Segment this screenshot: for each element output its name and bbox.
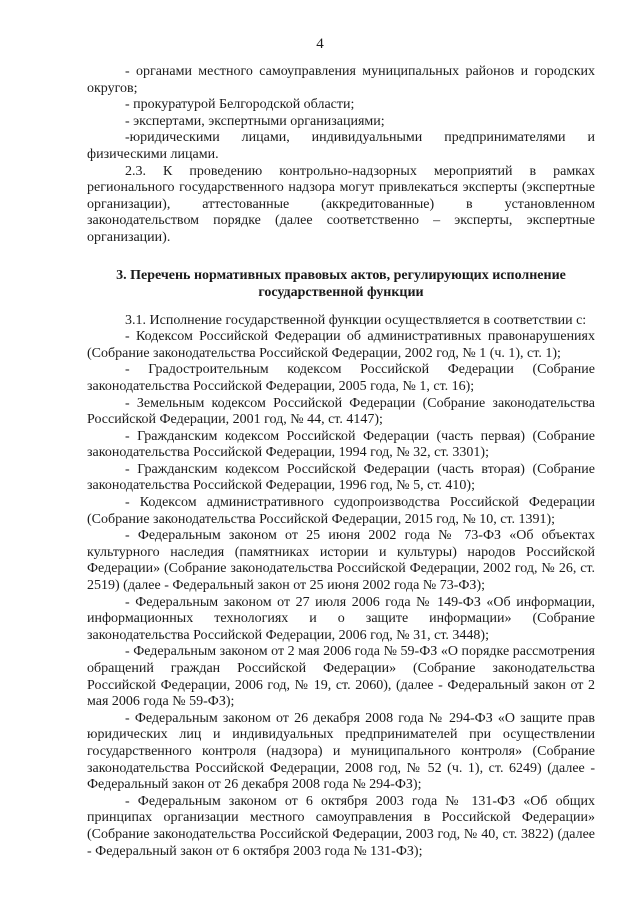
paragraph: - органами местного самоуправления муниципальных районов и городских округов;: [87, 64, 595, 96]
section-heading: 3. Перечень нормативных правовых актов, регулирующих исполнение государственной функции: [116, 267, 566, 300]
document-body: [87, 64, 595, 860]
list-item: - Федеральным законом от 6 октября 2003 года № 131-ФЗ «Об общих принципах организации местного самоуправления в Российской Федерации» (Собрание законодательства Российской Федерации, 2003 год, № 40, ст. 3822) (далее - Федеральный закон от 6 октября 2003 года № 131-ФЗ);: [87, 793, 595, 859]
page-number: 4: [316, 36, 324, 52]
list-item: - Гражданским кодексом Российской Федерации (часть первая) (Собрание законодательства Российской Федерации, 1994 год, № 32, ст. 3301);: [87, 428, 595, 461]
list-item: - Гражданским кодексом Российской Федерации (часть вторая) (Собрание законодательства Российской Федерации, 1996 год, № 5, ст. 410);: [87, 461, 595, 494]
paragraph: -юридическими лицами, индивидуальными предпринимателями и физическими лицами.: [87, 130, 595, 162]
list-item: - Федеральным законом от 26 декабря 2008 года № 294-ФЗ «О защите прав юридических лиц и индивидуальных предпринимателей при осуществлении государственного контроля (надзора) и муниципального контроля» (Собрание законодательства Российской Федерации, 2008 год, № 52 (ч. 1), ст. 6249) (далее - Федеральный закон от 26 декабря 2008 года № 294-ФЗ);: [87, 710, 595, 793]
list-item: - Кодексом Российской Федерации об административных правонарушениях (Собрание законодательства Российской Федерации, 2002 год, № 1 (ч. 1), ст. 1);: [87, 329, 595, 361]
list-item: - Федеральным законом от 27 июля 2006 года № 149-ФЗ «Об информации, информационных технологиях и о защите информации» (Собрание законодательства Российской Федерации, 2006 год, № 31, ст. 3448);: [87, 594, 595, 643]
list-item: - Федеральным законом от 25 июня 2002 года № 73-ФЗ «Об объектах культурного наследия (памятниках истории и культуры) народов Российской Федерации» (Собрание законодательства Российской Федерации, 2002 год, № 26, ст. 2519) (далее - Федеральный закон от 25 июня 2002 года № 73-ФЗ);: [87, 528, 595, 594]
paragraph: 2.3. К проведению контрольно-надзорных мероприятий в рамках регионального государственного надзора могут привлекаться эксперты (экспертные организации), аттестованные (аккредитованные) в установленном законодательством порядке (далее соответственно – эксперты, экспертные организации).: [87, 163, 595, 245]
paragraph: - прокуратурой Белгородской области;: [125, 97, 355, 113]
list-item: - Кодексом административного судопроизводства Российской Федерации (Собрание законодательства Российской Федерации, 2015 год, № 10, ст. 1391);: [87, 495, 595, 527]
list-item: - Федеральным законом от 2 мая 2006 года № 59-ФЗ «О порядке рассмотрения обращений граждан Российской Федерации» (Собрание законодательства Российской Федерации, 2006 год, № 19, ст. 2060), (далее - Федеральный закон от 2 мая 2006 года № 59-ФЗ);: [87, 644, 595, 710]
paragraph: 3.1. Исполнение государственной функции осуществляется в соответствии с:: [125, 312, 587, 328]
paragraph: - экспертами, экспертными организациями;: [125, 113, 385, 129]
list-item: - Градостроительным кодексом Российской Федерации (Собрание законодательства Российской Федерации, 2005 года, № 1, ст. 16);: [87, 362, 595, 394]
list-item: - Земельным кодексом Российской Федерации (Собрание законодательства Российской Федерации, 2001 год, № 44, ст. 4147);: [87, 395, 595, 428]
